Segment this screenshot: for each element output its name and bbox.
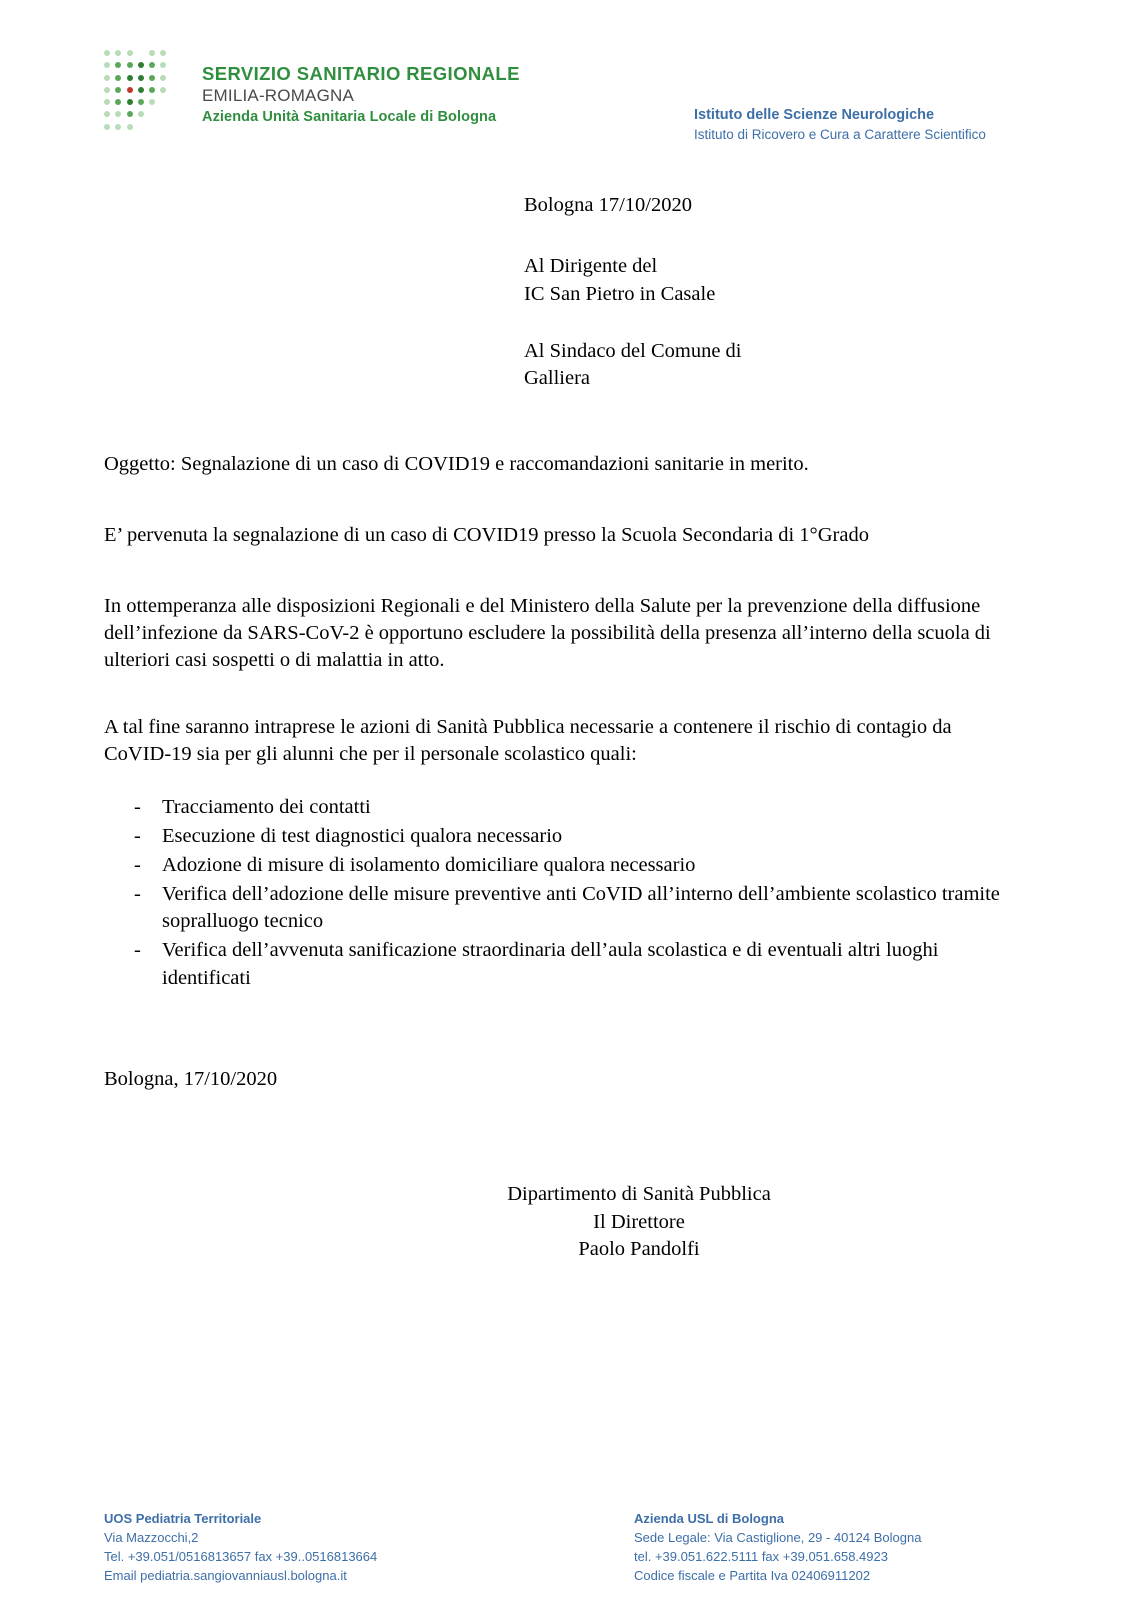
document-header xyxy=(0,48,1130,158)
footer-left-title: UOS Pediatria Territoriale xyxy=(104,1511,262,1526)
letter-date: Bologna 17/10/2020 xyxy=(524,194,692,216)
addressee-primary-line1: Al Dirigente del xyxy=(524,255,658,278)
dot-grid-logo-icon xyxy=(104,50,192,134)
letter-paragraph-1: E’ pervenuta la segnalazione di un caso di COVID19 presso la Scuola Secondaria di 1°Grado xyxy=(104,523,869,546)
addressee-secondary-line1: Al Sindaco del Comune di xyxy=(524,339,742,362)
addressee-primary-line2: IC San Pietro in Casale xyxy=(524,282,716,305)
footer-right-vat: Codice fiscale e Partita Iva 02406911202 xyxy=(634,1567,871,1583)
footer-right-column xyxy=(634,1510,1074,1585)
addressee-secondary xyxy=(524,338,1004,393)
footer-right-title: Azienda USL di Bologna xyxy=(634,1511,784,1526)
letter-body xyxy=(104,192,1004,1264)
signature-block xyxy=(404,1181,874,1265)
irccs-name: Istituto delle Scienze Neurologiche xyxy=(694,107,935,123)
signature-name: Paolo Pandolfi xyxy=(578,1238,700,1261)
addressee-primary xyxy=(524,253,1004,308)
signature-department: Dipartimento di Sanità Pubblica xyxy=(507,1182,771,1205)
letter-paragraph-2: In ottemperanza alle disposizioni Regionali e del Ministero della Salute per la prevenzione della diffusione dell’infezione da SARS-CoV-2 è opportuno escludere la possibilità della presenza all’interno della scuola di ulteriori casi sospetti o di malattia in atto. xyxy=(104,595,991,672)
list-item xyxy=(134,823,1004,850)
irccs-institute-block xyxy=(694,106,986,144)
service-name-line2: EMILIA-ROMAGNA xyxy=(202,86,355,106)
letter-meta-block xyxy=(524,192,1004,393)
bullet-dash-icon: - xyxy=(134,939,141,962)
service-name-line3: Azienda Unità Sanitaria Locale di Bologna xyxy=(202,109,497,126)
bullet-dash-icon: - xyxy=(134,883,141,906)
footer-left-column xyxy=(104,1510,584,1585)
list-item xyxy=(134,852,1004,879)
action-list xyxy=(134,794,1004,991)
regional-health-service-logo xyxy=(104,48,520,134)
list-item xyxy=(134,937,1004,991)
bullet-dash-icon: - xyxy=(134,796,141,819)
footer-right-address: Sede Legale: Via Castiglione, 29 - 40124 Bologna xyxy=(634,1529,922,1545)
list-item xyxy=(134,794,1004,821)
letter-subject: Oggetto: Segnalazione di un caso di COVID19 e raccomandazioni sanitarie in merito. xyxy=(104,452,809,475)
irccs-subtitle: Istituto di Ricovero e Cura a Carattere Scientifico xyxy=(694,126,986,142)
footer-right-phone: tel. +39.051.622.5111 fax +39.051.658.4923 xyxy=(634,1548,888,1564)
letter-paragraph-3: A tal fine saranno intraprese le azioni di Sanità Pubblica necessarie a contenere il rischio di contagio da CoVID-19 sia per gli alunni che per il personale scolastico quali: xyxy=(104,716,952,766)
list-item-label: Verifica dell’avvenuta sanificazione straordinaria dell’aula scolastica e di eventuali altri luoghi identificati xyxy=(162,939,939,989)
footer-left-phone: Tel. +39.051/0516813657 fax +39..0516813664 xyxy=(104,1548,378,1564)
letter-closing-date: Bologna, 17/10/2020 xyxy=(104,1067,278,1090)
list-item xyxy=(134,881,1004,935)
bullet-dash-icon: - xyxy=(134,854,141,877)
list-item-label: Verifica dell’adozione delle misure preventive anti CoVID all’interno dell’ambiente scolastico tramite sopralluogo tecnico xyxy=(162,883,1000,933)
bullet-dash-icon: - xyxy=(134,825,141,848)
addressee-secondary-line2: Galliera xyxy=(524,367,591,390)
list-item-label: Adozione di misure di isolamento domiciliare qualora necessario xyxy=(162,854,696,877)
signature-role: Il Direttore xyxy=(593,1210,685,1233)
footer-left-email: Email pediatria.sangiovanniausl.bologna.it xyxy=(104,1567,347,1583)
footer-left-address: Via Mazzocchi,2 xyxy=(104,1529,199,1545)
service-name-line1: SERVIZIO SANITARIO REGIONALE xyxy=(202,63,520,84)
list-item-label: Tracciamento dei contatti xyxy=(162,796,371,819)
list-item-label: Esecuzione di test diagnostici qualora necessario xyxy=(162,825,563,848)
